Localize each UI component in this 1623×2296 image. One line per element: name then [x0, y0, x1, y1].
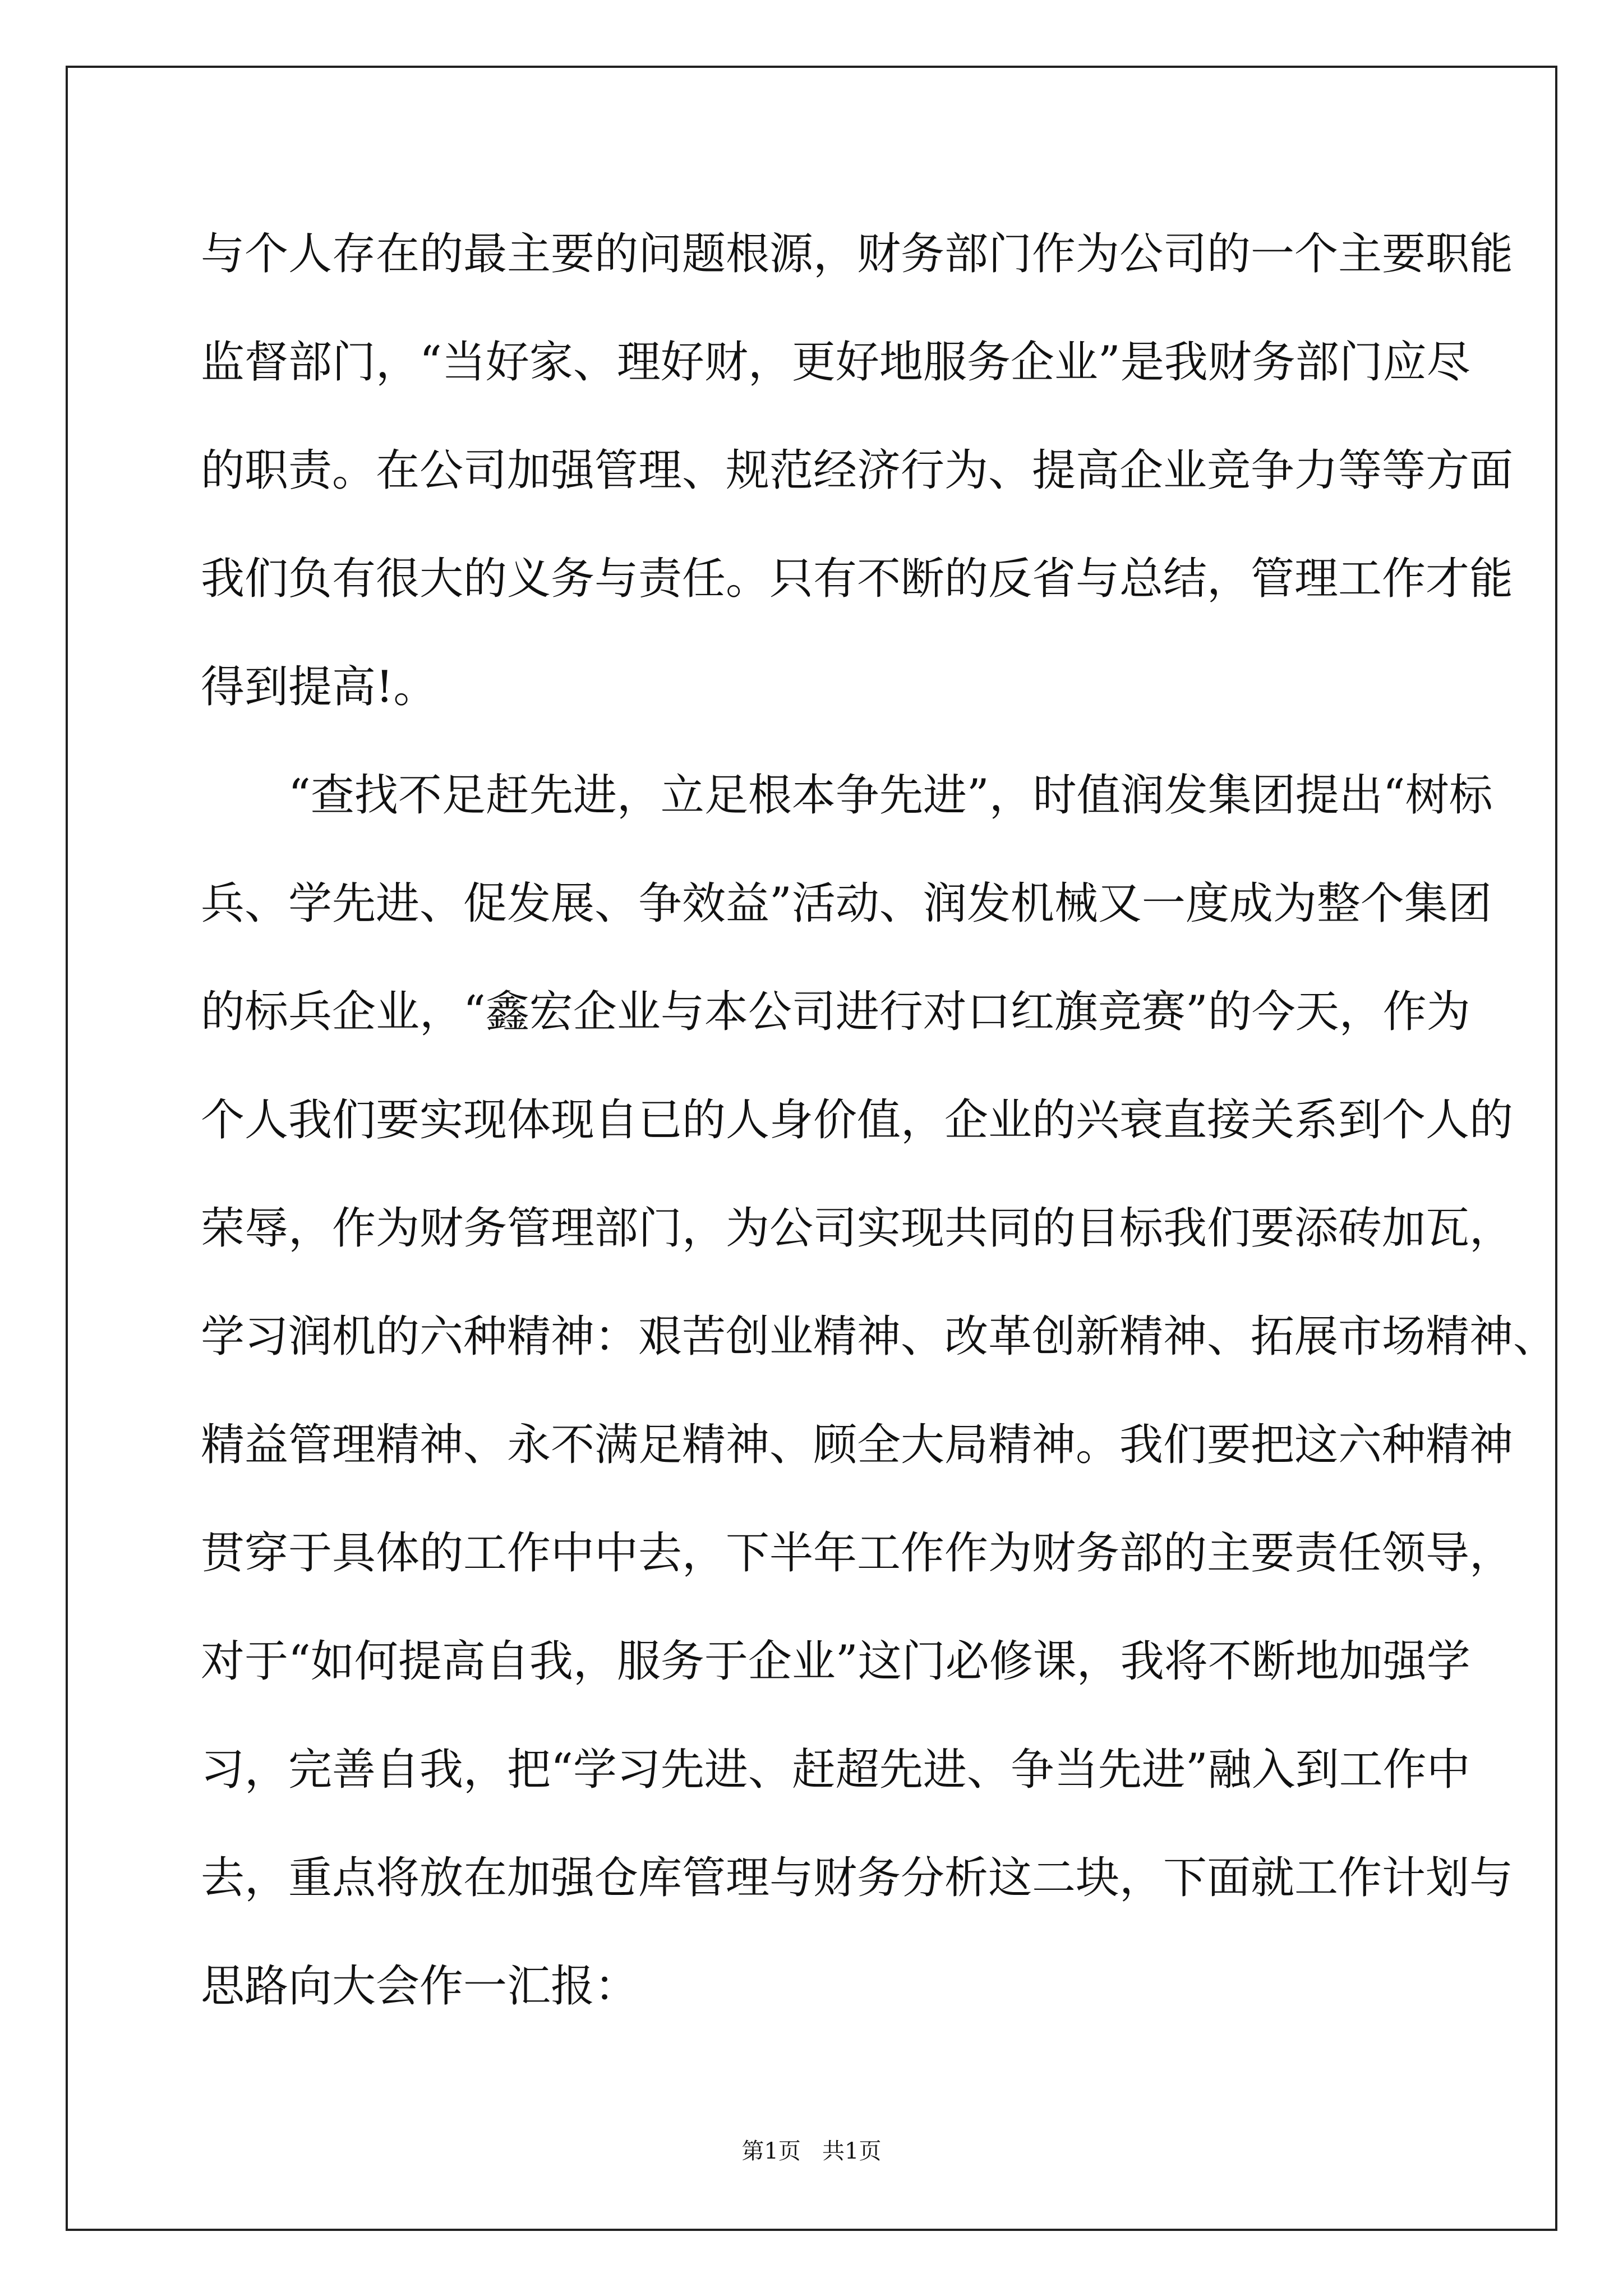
text-line: 监督部门，“当好家、理好财，更好地服务企业”是我财务部门应尽	[201, 337, 1470, 388]
text-line: 思路向大会作一汇报：	[201, 1961, 639, 2012]
text-line: 荣辱，作为财务管理部门，为公司实现共同的目标我们要添砖加瓦，	[201, 1203, 1514, 1254]
text-line: 兵、学先进、促发展、争效益”活动、润发机械又一度成为整个集团	[201, 878, 1492, 929]
text-line: 去，重点将放在加强仓库管理与财务分析这二块，下面就工作计划与	[201, 1853, 1514, 1903]
paragraph-first-line: “查找不足赶先进，立足根本争先进”，时值润发集团提出“树标	[288, 770, 1493, 821]
text-line: 个人我们要实现体现自已的人身价值，企业的兴衰直接关系到个人的	[201, 1095, 1514, 1145]
text-line: 我们负有很大的义务与责任。只有不断的反省与总结，管理工作才能	[201, 554, 1514, 604]
text-line: 的职责。在公司加强管理、规范经济行为、提高企业竞争力等等方面	[201, 445, 1514, 496]
text-line: 对于“如何提高自我，服务于企业”这门必修课，我将不断地加强学	[201, 1636, 1470, 1687]
text-line: 习，完善自我，把“学习先进、赶超先进、争当先进”融入到工作中	[201, 1745, 1470, 1795]
text-line: 学习润机的六种精神：艰苦创业精神、改革创新精神、拓展市场精神、	[201, 1312, 1557, 1362]
text-line: 与个人存在的最主要的问题根源，财务部门作为公司的一个主要职能	[201, 229, 1514, 279]
text-line: 贯穿于具体的工作中中去，下半年工作作为财务部的主要责任领导，	[201, 1528, 1514, 1579]
text-line: 的标兵企业，“鑫宏企业与本公司进行对口红旗竞赛”的今天，作为	[201, 987, 1470, 1037]
page-footer: 第1页 共1页	[741, 2138, 882, 2164]
text-line: 得到提高!。	[201, 662, 437, 712]
text-line: 精益管理精神、永不满足精神、顾全大局精神。我们要把这六种精神	[201, 1420, 1514, 1470]
